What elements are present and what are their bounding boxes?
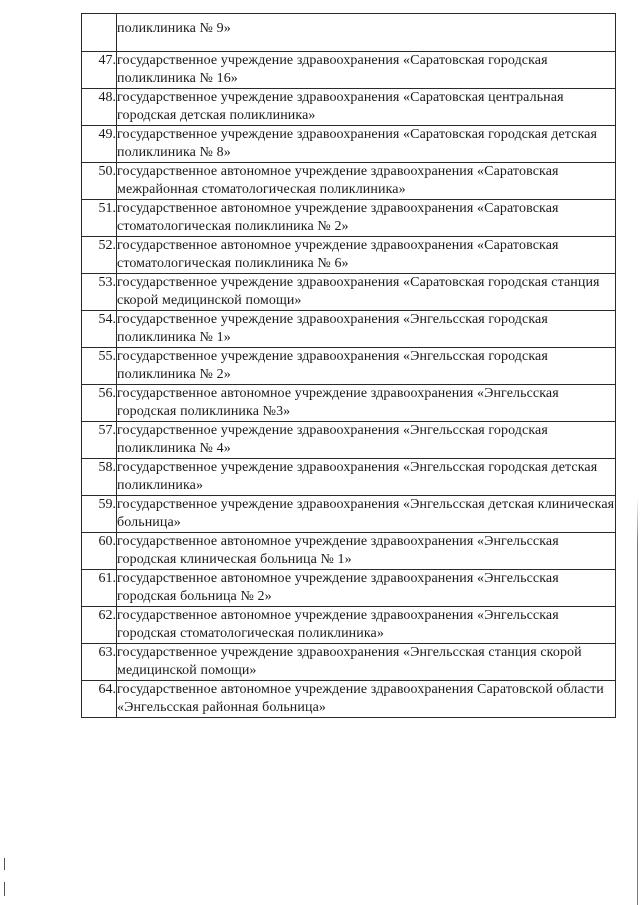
table-row [82,533,616,570]
row-number: 56. [82,385,117,422]
table-row [82,644,616,681]
scan-edge-line [637,0,638,905]
row-number: 64. [82,681,117,718]
row-text: государственное автономное учреждение здравоохранения «Энгельсская городская стоматологическая поликлиника» [117,607,616,644]
row-number: 59. [82,496,117,533]
row-text: государственное учреждение здравоохранения «Энгельсская городская поликлиника № 1» [117,311,616,348]
row-number: 61. [82,570,117,607]
row-text: государственное автономное учреждение здравоохранения «Саратовская стоматологическая поликлиника № 6» [117,237,616,274]
row-number: 62. [82,607,117,644]
row-number [82,14,117,52]
row-number: 51. [82,200,117,237]
table-row [82,89,616,126]
table-row-continued [82,14,616,52]
row-number: 52. [82,237,117,274]
table-row [82,311,616,348]
row-number: 54. [82,311,117,348]
table-row [82,385,616,422]
row-number: 55. [82,348,117,385]
row-text: государственное учреждение здравоохранения «Саратовская городская станция скорой медицинской помощи» [117,274,616,311]
row-text: государственное автономное учреждение здравоохранения «Саратовская стоматологическая поликлиника № 2» [117,200,616,237]
row-text: государственное учреждение здравоохранения «Энгельсская городская детская поликлиника» [117,459,616,496]
row-text: государственное автономное учреждение здравоохранения Саратовской области «Энгельсская районная больница» [117,681,616,718]
scan-margin-mark [4,882,5,896]
table-row [82,422,616,459]
table-row [82,274,616,311]
row-number: 63. [82,644,117,681]
row-text: государственное учреждение здравоохранения «Энгельсская городская поликлиника № 4» [117,422,616,459]
row-number: 47. [82,52,117,89]
row-number: 58. [82,459,117,496]
row-text: государственное учреждение здравоохранения «Энгельсская станция скорой медицинской помощи» [117,644,616,681]
row-text: государственное автономное учреждение здравоохранения «Энгельсская городская клиническая больница № 1» [117,533,616,570]
row-number: 57. [82,422,117,459]
table-row [82,607,616,644]
table-row [82,459,616,496]
table-row [82,163,616,200]
row-number: 53. [82,274,117,311]
row-text: государственное автономное учреждение здравоохранения «Саратовская межрайонная стоматологическая поликлиника» [117,163,616,200]
scan-margin-mark [4,858,5,870]
row-text: государственное автономное учреждение здравоохранения «Энгельсская городская больница № 2» [117,570,616,607]
table-row [82,52,616,89]
row-text: государственное учреждение здравоохранения «Саратовская центральная городская детская поликлиника» [117,89,616,126]
table-row [82,348,616,385]
row-text: государственное учреждение здравоохранения «Энгельсская детская клиническая больница» [117,496,616,533]
table-row [82,681,616,718]
row-number: 49. [82,126,117,163]
table-row [82,496,616,533]
table-row [82,237,616,274]
table-row [82,126,616,163]
institutions-table [81,13,616,718]
table-row [82,200,616,237]
row-text: государственное учреждение здравоохранения «Саратовская городская детская поликлиника № 8» [117,126,616,163]
row-text: государственное автономное учреждение здравоохранения «Энгельсская городская поликлиника №3» [117,385,616,422]
row-text: поликлиника № 9» [117,14,616,52]
row-number: 60. [82,533,117,570]
institutions-table-body [82,14,616,718]
row-number: 48. [82,89,117,126]
row-number: 50. [82,163,117,200]
row-text: государственное учреждение здравоохранения «Саратовская городская поликлиника № 16» [117,52,616,89]
row-text: государственное учреждение здравоохранения «Энгельсская городская поликлиника № 2» [117,348,616,385]
table-row [82,570,616,607]
